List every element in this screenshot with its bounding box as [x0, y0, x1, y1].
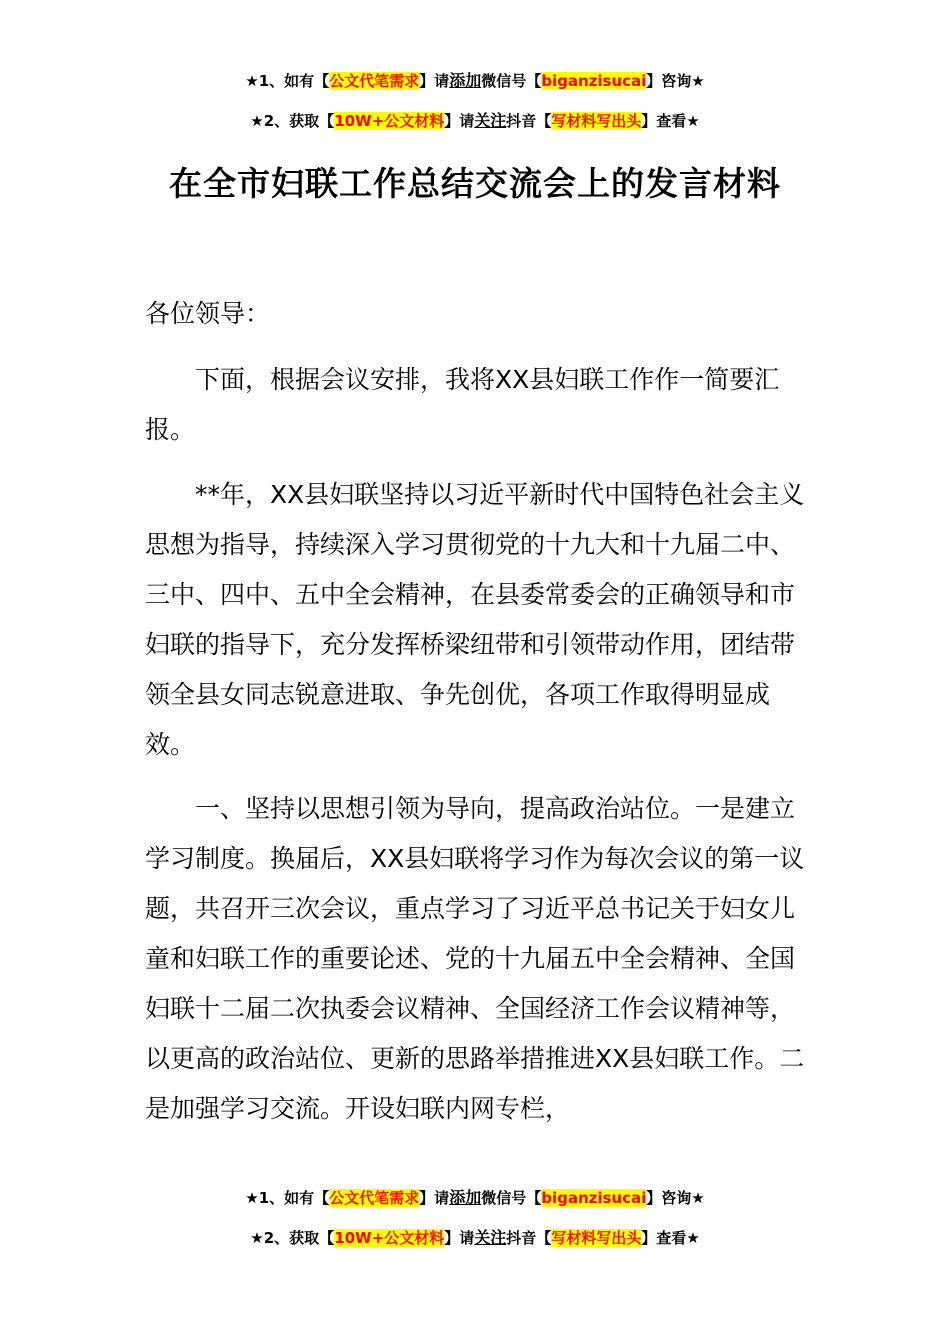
banner-text: ★1、如有【	[245, 72, 330, 90]
salutation: 各位领导：	[145, 299, 271, 328]
footer-banner-line-2	[0, 1227, 950, 1249]
paragraph-intro: 下面，根据会议安排，我将XX县妇联工作作一简要汇报。	[145, 365, 780, 444]
banner-text: 】请	[419, 1189, 450, 1207]
banner-text: 】请	[419, 72, 450, 90]
document-title: 在全市妇联工作总结交流会上的发言材料	[169, 164, 781, 203]
paragraph-section-1: 一、坚持以思想引领为导向，提高政治站位。一是建立学习制度。换届后，XX县妇联将学习作为每次会议的第一议题，共召开三次会议，重点学习了习近平总书记关于妇女儿童和妇联工作的重要论述、党的十九届五中全会精神、全国妇联十二届二次执委会议精神、全国经济工作会议精神等，以更高的政治站位、更新的思路举措推进XX县妇联工作。二是加强学习交流。开设妇联内网专栏，	[145, 794, 805, 1123]
header-banner-line-2	[0, 110, 950, 132]
underlined-action: 关注	[474, 111, 507, 130]
document-body	[145, 784, 810, 1134]
document-body	[145, 355, 810, 455]
footer-banner-line-1	[0, 1187, 950, 1209]
underlined-action: 关注	[474, 1228, 507, 1247]
banner-text: 抖音【	[506, 112, 552, 130]
banner-text: ★2、获取【	[250, 112, 335, 130]
highlight-service: 公文代笔需求	[329, 72, 420, 90]
highlight-wechat-id: biganzisucai	[541, 72, 647, 90]
highlight-service: 公文代笔需求	[329, 1189, 420, 1207]
underlined-action: 添加	[449, 1188, 482, 1207]
banner-text: 】请	[444, 112, 475, 130]
highlight-materials: 10W+公文材料	[334, 112, 445, 130]
underlined-action: 添加	[449, 71, 482, 90]
header-banner-line-1	[0, 70, 950, 92]
highlight-wechat-id: biganzisucai	[541, 1189, 647, 1207]
highlight-materials: 10W+公文材料	[334, 1229, 445, 1247]
banner-text: 】请	[444, 1229, 475, 1247]
paragraph-summary: **年，XX县妇联坚持以习近平新时代中国特色社会主义思想为指导，持续深入学习贯彻党的十九大和十九届二中、三中、四中、五中全会精神，在县委常委会的正确领导和市妇联的指导下，充分发挥桥梁纽带和引领带动作用，团结带领全县女同志锐意进取、争先创优，各项工作取得明显成效。	[145, 480, 805, 759]
banner-text: ★1、如有【	[245, 1189, 330, 1207]
banner-text: 微信号【	[481, 72, 542, 90]
banner-text: 】咨询★	[646, 1189, 705, 1207]
banner-text: 微信号【	[481, 1189, 542, 1207]
banner-text: 】查看★	[641, 112, 700, 130]
highlight-douyin-id: 写材料写出头	[551, 1229, 642, 1247]
banner-text: ★2、获取【	[250, 1229, 335, 1247]
highlight-douyin-id: 写材料写出头	[551, 112, 642, 130]
banner-text: 】查看★	[641, 1229, 700, 1247]
document-body	[145, 470, 810, 770]
banner-text: 抖音【	[506, 1229, 552, 1247]
banner-text: 】咨询★	[646, 72, 705, 90]
